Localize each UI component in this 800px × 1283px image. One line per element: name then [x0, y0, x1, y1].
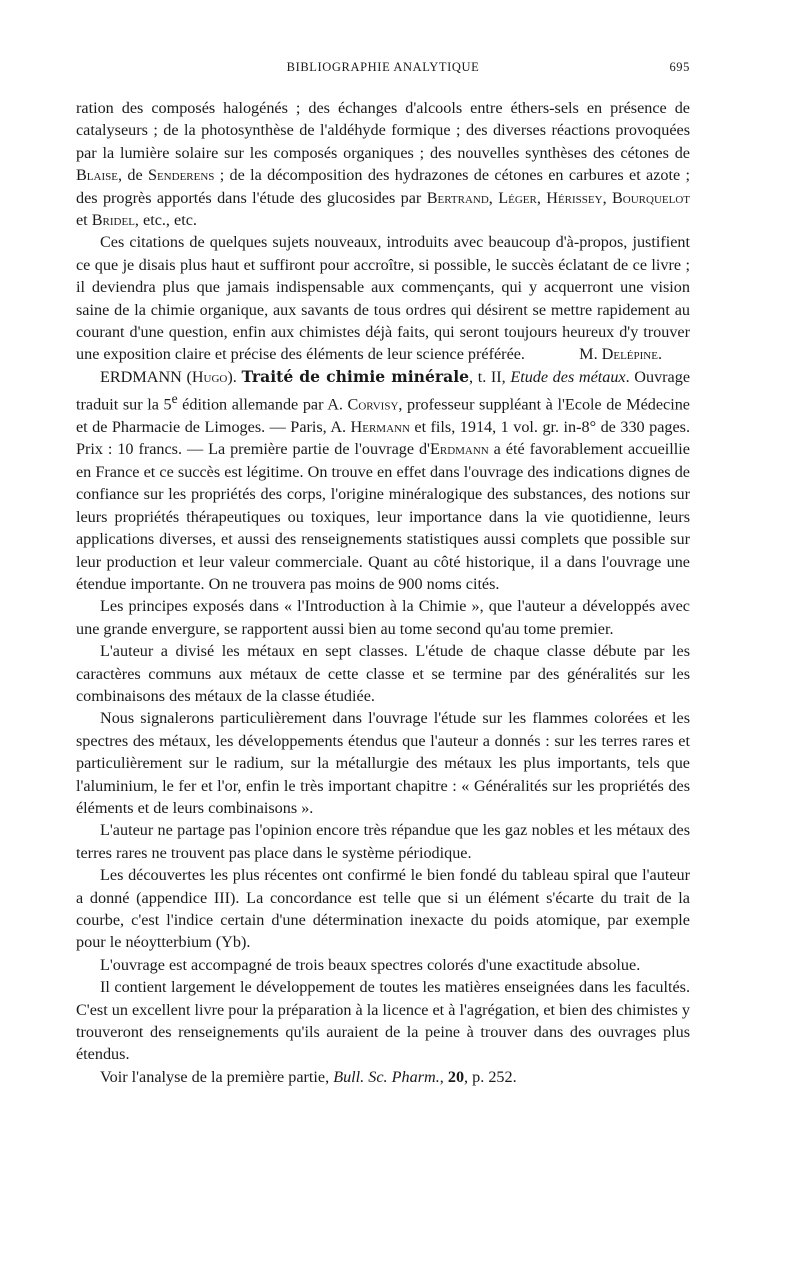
review-author-first-name: Hugo: [191, 367, 228, 386]
review2-paragraph-9: Voir l'analyse de la première partie, Bull. Sc. Pharm., 20, p. 252.: [100, 1067, 517, 1086]
author-name: Bertrand: [426, 188, 489, 207]
review2-paragraph-3: L'auteur a divisé les métaux en sept classes. L'étude de chaque classe débute par les caractères communs aux métaux de cette classe et se termine par des généralités sur les combinaisons des métaux de la classe étudiée.: [76, 642, 690, 705]
journal-title: Bull. Sc. Pharm.: [333, 1067, 440, 1086]
review2-paragraph-8: Il contient largement le développement de toutes les matières enseignées dans les facultés. C'est un excellent livre pour la préparation à la licence et à l'agrégation, et bien des chimistes y trouveront des renseignements qu'ils auraient de la peine à trouver dans des ouvrages plus étendus.: [76, 978, 690, 1064]
reviewer-signature: M. Delépine.: [579, 345, 662, 364]
author-name: Blaise: [76, 166, 118, 185]
review-author: ERDMANN: [100, 367, 182, 386]
review2-paragraph-7: L'ouvrage est accompagné de trois beaux spectres colorés d'une exactitude absolue.: [100, 955, 641, 974]
author-name: Bourquelot: [611, 188, 690, 207]
publisher-name: Hermann: [350, 418, 410, 437]
running-header: [76, 60, 690, 82]
author-name: Léger: [498, 188, 537, 207]
page-number: 695: [669, 60, 690, 74]
document-page: [76, 60, 690, 1088]
review2-paragraph-4: Nous signalerons particulièrement dans l'ouvrage l'étude sur les flammes colorées et les spectres des métaux, les développements étendus que l'auteur a donnés : sur les terres rares et particulièrement sur le radium, sur la métallurgie des métaux les plus importants, tels que l'aluminium, le fer et l'or, enfin le très important chapitre : « Généralités sur les propriétés des éléments et de leurs combinaisons ».: [76, 709, 690, 817]
review2-paragraph-1: ERDMANN (Hugo). Traité de chimie minérale, t. II, Etude des métaux. Ouvrage traduit sur la 5e édition allemande par A. Corvisy, professeur suppléant à l'Ecole de Médecine et de Pharmacie de Limoges. — Paris, A. Hermann et fils, 1914, 1 vol. gr. in-8° de 330 pages. Prix : 10 francs. — La première partie de l'ouvrage d'Erdmann a été favorablement accueillie en France et ce succès est légitime. On trouve en effet dans l'ouvrage des indications dignes de confiance sur les propriétés des corps, l'origine minéralogique des substances, des notions sur leurs propriétés thérapeutiques ou toxiques, leur importance dans la vie quotidienne, leurs applications diverses, et aussi des renseignements statistiques aussi complets que possible sur leur production et leur valeur commerciale. Quant au côté historique, il a dans l'ouvrage une étendue importante. On ne trouvera pas moins de 900 noms cités.: [76, 366, 691, 593]
author-name: Erdmann: [429, 440, 489, 459]
translator-name: Corvisy: [347, 395, 399, 414]
author-name: Bridel: [91, 211, 135, 230]
author-name: Hérissey: [546, 188, 603, 207]
review2-paragraph-2: Les principes exposés dans « l'Introduction à la Chimie », que l'auteur a développés avec une grande envergure, se rapportent aussi bien au tome second qu'au tome premier.: [76, 597, 690, 638]
review1-paragraph-2: Ces citations de quelques sujets nouveaux, introduits avec beaucoup d'à-propos, justifient ce que je disais plus haut et suffiront pour accroître, si possible, le succès éclatant de ce livre ; il deviendra plus que jamais indispensable aux commençants, qui y acquerront une vision saine de la chimie organique, aux savants de tous ordres qui désirent se mettre rapidement au courant d'une question, enfin aux chimistes déjà faits, qui seront toujours heureux d'y trouver une exposition claire et précise des éléments de leur science préférée. M. Delépine.: [76, 231, 690, 365]
review2-paragraph-6: Les découvertes les plus récentes ont confirmé le bien fondé du tableau spiral que l'auteur a donné (appendice III). La concordance est telle que si un élément s'écarte du trait de la courbe, c'est l'indice certain d'une détermination inexacte du poids atomique, par exemple pour le néoytterbium (Yb).: [76, 866, 690, 952]
running-title: BIBLIOGRAPHIE ANALYTIQUE: [286, 60, 480, 74]
book-title: Traité de chimie minérale: [241, 366, 470, 386]
author-name: Senderens: [147, 166, 215, 185]
journal-volume: 20: [447, 1067, 465, 1086]
review2-paragraph-5: L'auteur ne partage pas l'opinion encore très répandue que les gaz nobles et les métaux des terres rares ne trouvent pas place dans le système périodique.: [76, 821, 690, 862]
review1-paragraph-1: ration des composés halogénés ; des échanges d'alcools entre éthers-sels en présence de catalyseurs ; de la photosynthèse de l'aldéhyde formique ; des diverses réactions provoquées par la lumière solaire sur les composés organiques ; des nouvelles synthèses des cétones de Blaise, de Senderens ; de la décomposition des hydrazones de cétones en carbures et azote ; des progrès apportés dans l'étude des glucosides par Bertrand, Léger, Hérissey, Bourquelot et Bridel, etc., etc.: [76, 99, 690, 230]
book-subtitle: Etude des métaux: [510, 367, 626, 386]
body-text: [76, 97, 690, 1088]
